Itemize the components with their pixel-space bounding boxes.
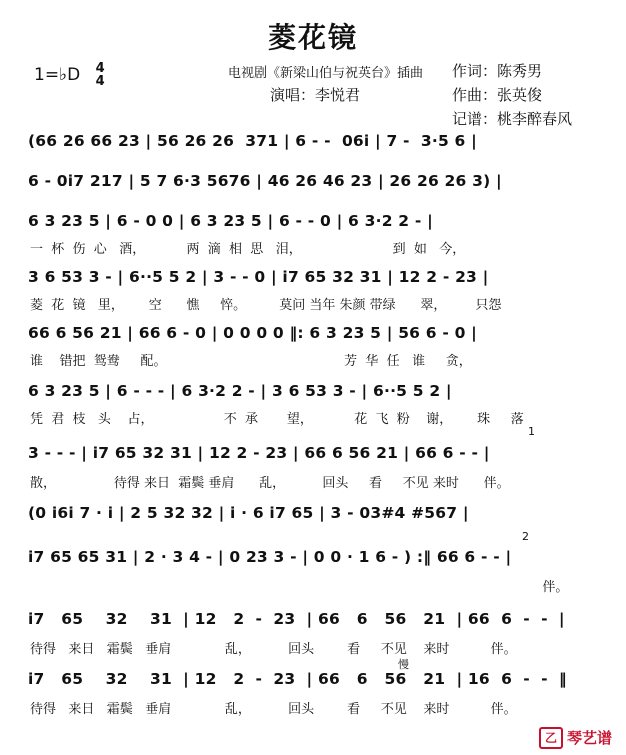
lyric-row-9: 伴。 [30, 580, 569, 595]
singer-credit: 演唱：李悦君 [270, 86, 361, 104]
page-title: 菱花镜 [267, 21, 358, 54]
time-numerator: 4 [95, 61, 105, 76]
notation-row-5: 66 6 56 21 | 66 6 - 0 | 0 0 0 0 ‖: 6 3 23 5 | 56 6 - 0 | [28, 324, 478, 342]
volta-2-label: 2 [522, 530, 529, 543]
notation-row-3: 6 3 23 5 | 6 - 0 0 | 6 3 23 5 | 6 - - 0 | 6 3·2 2 - | [28, 212, 433, 230]
key-label: 1=♭D [34, 65, 81, 85]
notation-row-9: i7 65 65 31 | 2 · 3 4 - | 0 23 3 - | 0 0 · 1 6 - ) :‖ 66 6 - - | [28, 548, 512, 566]
lyric-row-7: 散， 待得 来日 霜鬓 垂肩 乱， 回头 看 不见 来时 伴。 [30, 476, 510, 491]
volta-1-label: 1 [528, 425, 535, 438]
lyric-row-4: 菱 花 镜 里， 空 憔 悴。 莫问 当年 朱颜 带绿 翠， 只怨 [30, 298, 502, 313]
brand-logo-icon: 乙 [539, 727, 563, 749]
site-brand[interactable] [539, 727, 612, 750]
lyric-row-6: 凭 君 枝 头 占， 不 承 望， 花 飞 粉 谢， 珠 落 [30, 412, 524, 427]
time-denominator: 4 [95, 74, 105, 89]
notation-row-1: (66 26 66 23 | 56 26 26 371 | 6 - - 06i | 7 - 3·5 6 | [28, 132, 477, 150]
time-signature [96, 62, 105, 88]
key-signature [34, 62, 105, 88]
composer-credit: 作曲：张英俊 [452, 86, 543, 104]
notation-row-8: (0 i6i 7 · i | 2 5 32 32 | i · 6 i7 65 | 3 - 03#4 #567 | [28, 504, 469, 522]
transcriber-credit: 记谱：桃李醉春风 [452, 110, 573, 128]
notation-row-4: 3 6 53 3 - | 6··5 5 2 | 3 - - 0 | i7 65 32 31 | 12 2 - 23 | [28, 268, 489, 286]
lyric-row-10: 待得 来日 霜鬓 垂肩 乱， 回头 看 不见 来时 伴。 [30, 642, 517, 657]
notation-row-2: 6 - 0i7 217 | 5 7 6·3 5676 | 46 26 46 23 | 26 26 26 3) | [28, 172, 502, 190]
notation-row-11: i7 65 32 31 | 12 2 - 23 | 66 6 56 21 | 16 6 - - ‖ [28, 670, 567, 688]
lyricist-credit: 作词：陈秀男 [452, 62, 543, 80]
lyric-row-5: 谁 错把 鸳鸯 配。 芳 华 任 谁 贪， [30, 354, 472, 369]
source-text: 电视剧《新梁山伯与祝英台》插曲 [228, 66, 424, 81]
notation-row-7: 3 - - - | i7 65 32 31 | 12 2 - 23 | 66 6 56 21 | 66 6 - - | [28, 444, 490, 462]
notation-row-6: 6 3 23 5 | 6 - - - | 6 3·2 2 - | 3 6 53 3 - | 6··5 5 2 | [28, 382, 452, 400]
slow-marking: 慢 [398, 658, 409, 671]
lyric-row-3: 一 杯 伤 心 酒， 两 滴 相 思 泪， 到 如 今， [30, 242, 466, 257]
brand-name: 琴艺谱 [566, 728, 612, 747]
lyric-row-11: 待得 来日 霜鬓 垂肩 乱， 回头 看 不见 来时 伴。 [30, 702, 517, 717]
notation-row-10: i7 65 32 31 | 12 2 - 23 | 66 6 56 21 | 66 6 - - | [28, 610, 565, 628]
